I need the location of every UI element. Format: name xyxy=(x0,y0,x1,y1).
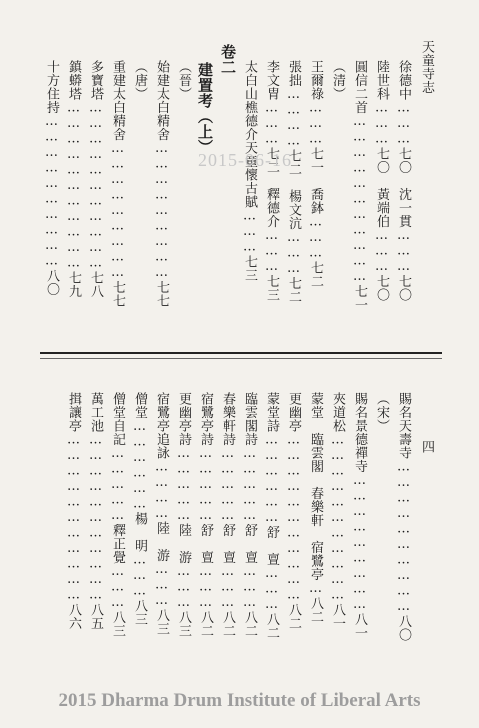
toc-entry: 宿鷺亭詩……………舒 亶………八二 xyxy=(198,392,213,638)
section-divider-thin xyxy=(40,358,442,359)
toc-entry: 太白山樵德介天童懷古賦………七三 xyxy=(242,60,257,282)
toc-entry: 僧堂自記……………釋正覺………八三 xyxy=(110,392,125,638)
toc-entry: 圓信二首……………………………七一 xyxy=(352,60,367,312)
page-number: 四 xyxy=(419,440,434,454)
toc-entry: 更幽亭……………………………八二 xyxy=(286,392,301,630)
toc-entry: 夾道松……………………………八一 xyxy=(330,392,345,630)
toc-entry: 賜名天壽寺…………………………八〇 xyxy=(396,392,411,642)
toc-entry: 重建太白精舍………………………七七 xyxy=(110,60,125,308)
toc-entry: 十方住持…………………………八〇 xyxy=(44,60,59,296)
toc-dynasty-heading: （晉） xyxy=(176,60,191,101)
toc-entry: 徐德中………七〇 沈一貫………七〇 xyxy=(396,60,411,302)
toc-entry: 始建太白精舍………………………七七 xyxy=(154,60,169,308)
section-divider xyxy=(40,352,442,354)
toc-dynasty-heading: （清） xyxy=(330,60,345,101)
toc-entry: 王爾祿………七一 喬鉢………七二 xyxy=(308,60,323,288)
toc-entry: 僧堂………………楊 明………八三 xyxy=(132,392,147,626)
toc-entry: 鎮蟒塔……………………………七九 xyxy=(66,60,81,298)
date-stamp: 2015-06-16 xyxy=(198,150,292,170)
toc-entry: 李文胄………七二 釋德介………七三 xyxy=(264,60,279,302)
toc-entry: 陸世科………七〇 黃端伯………七〇 xyxy=(374,60,389,302)
watermark-footer: 2015 Dharma Drum Institute of Liberal Arts xyxy=(58,690,421,711)
chapter-heading: 建置考（上） xyxy=(196,62,214,155)
toc-entry: 春樂軒詩……………舒 亶………八二 xyxy=(220,392,235,638)
toc-entry: 賜名景德禪寺………………………八一 xyxy=(352,392,367,640)
toc-dynasty-heading: （宋） xyxy=(374,392,389,433)
toc-entry: 宿鷺亭追詠…………陸 游………八三 xyxy=(154,392,169,636)
toc-dynasty-heading: （唐） xyxy=(132,60,147,101)
toc-entry: 臨雲閣詩……………舒 亶………八二 xyxy=(242,392,257,638)
book-title-header: 天童寺志 xyxy=(419,40,434,94)
toc-entry: 蒙堂 臨雲閣 春樂軒 宿鷺亭…八二 xyxy=(308,392,323,624)
toc-entry: 蒙堂詩………………舒 亶………八二 xyxy=(264,392,279,640)
toc-entry: 多寶塔……………………………七八 xyxy=(88,60,103,298)
toc-entry: 更幽亭詩……………陸 游………八三 xyxy=(176,392,191,638)
volume-heading: 卷二 xyxy=(219,44,237,75)
toc-entry: 萬工池……………………………八五 xyxy=(88,392,103,630)
toc-entry: 張拙…………七二 楊文沆………七二 xyxy=(286,60,301,304)
toc-entry: 揖讓亭……………………………八六 xyxy=(66,392,81,630)
